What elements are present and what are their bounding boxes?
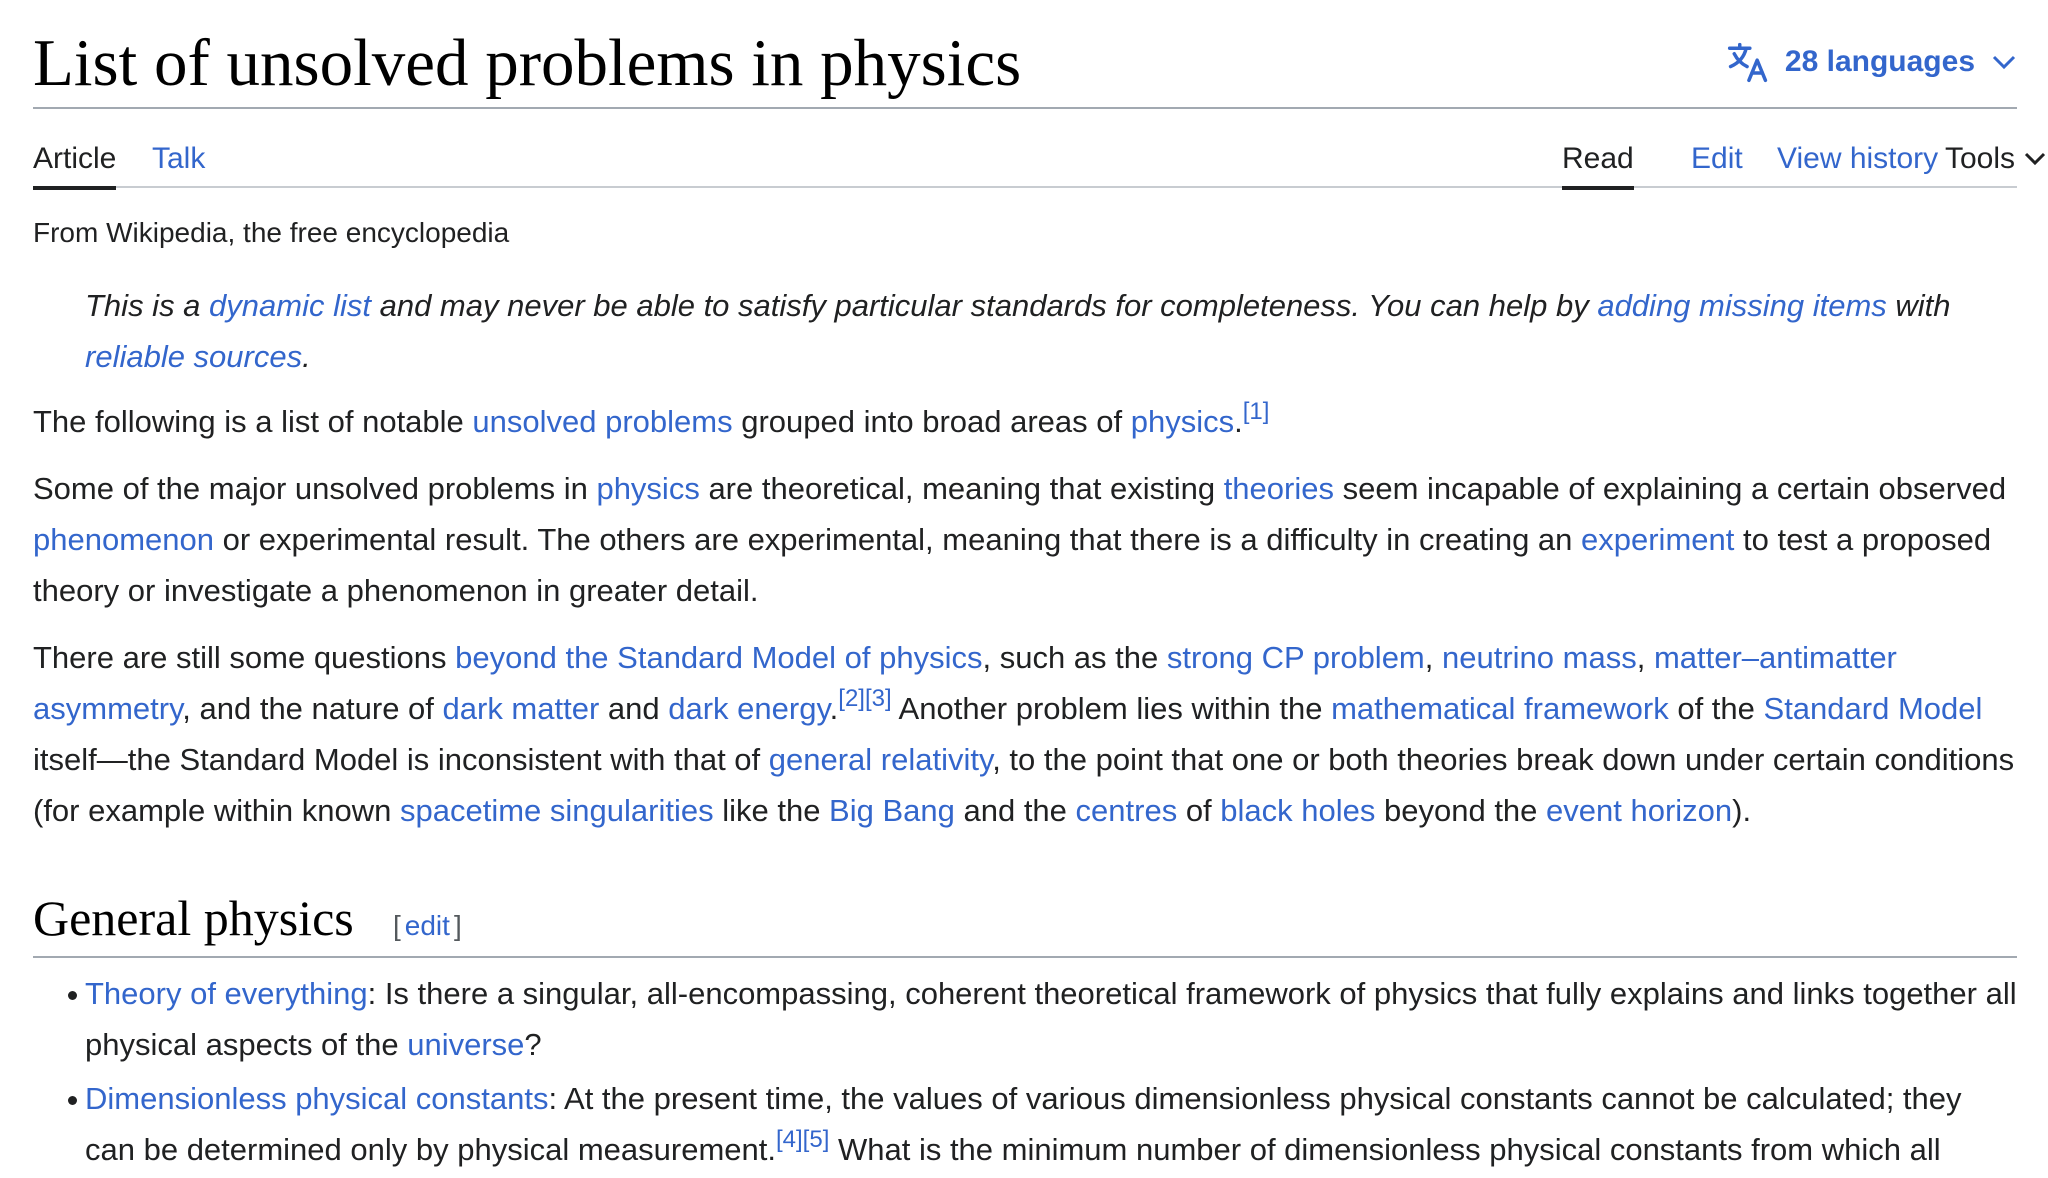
chevron-down-icon: [2023, 151, 2047, 167]
paragraph-text: like the: [713, 793, 830, 828]
paragraph-text: beyond the: [1375, 793, 1547, 828]
citation-1[interactable]: [1]: [1242, 397, 1270, 425]
tab-article[interactable]: Article: [33, 137, 116, 190]
link-general-relativity[interactable]: general relativity: [768, 742, 993, 777]
link-dark-energy[interactable]: dark energy: [668, 691, 830, 726]
paragraph-text: are theoretical, meaning that existing: [699, 471, 1224, 506]
citation-2[interactable]: [2]: [838, 684, 865, 712]
bracket-open: [: [393, 910, 401, 941]
paragraph-text: ,: [1424, 640, 1442, 675]
list-item-text: ?: [524, 1027, 542, 1062]
paragraph-text: Some of the major unsolved problems in: [33, 471, 597, 506]
citation-3[interactable]: [3]: [864, 684, 892, 712]
languages-button[interactable]: [1725, 40, 2017, 84]
list-item-text: What is the minimum number of dimensionless physical constants from which all: [829, 1132, 1941, 1167]
link-big-bang[interactable]: Big Bang: [829, 793, 955, 828]
list-item-text: : At the present time, the values of various dimensionless physical constants cannot be calculated; they can be determined only by physical measurement.: [85, 1081, 1962, 1167]
paragraph-text: ,: [1636, 640, 1654, 675]
section-heading-general-physics: [33, 886, 2017, 958]
link-adding-missing-items[interactable]: adding missing items: [1597, 288, 1887, 323]
translate-icon: [1725, 40, 1771, 84]
paragraph-text: and: [599, 691, 669, 726]
paragraph-text: itself—the Standard Model is inconsistent with that of: [33, 742, 769, 777]
paragraph-text: and the: [954, 793, 1076, 828]
edit-section-link[interactable]: edit: [404, 910, 450, 941]
link-neutrino-mass[interactable]: neutrino mass: [1442, 640, 1637, 675]
link-black-holes[interactable]: black holes: [1220, 793, 1376, 828]
paragraph-text: ).: [1732, 793, 1752, 828]
paragraph-text: There are still some questions: [33, 640, 456, 675]
paragraph-text: , to the point that one or both theories break down under certain conditions (for example within known: [33, 742, 2015, 828]
citation-5[interactable]: [5]: [802, 1125, 830, 1153]
paragraph-text: , such as the: [982, 640, 1167, 675]
link-spacetime-singularities[interactable]: spacetime singularities: [400, 793, 714, 828]
tagline: From Wikipedia, the free encyclopedia: [33, 217, 510, 248]
paragraph-text: The following is a list of notable: [33, 404, 473, 439]
list-item: [85, 1073, 2017, 1175]
link-dynamic-list[interactable]: dynamic list: [209, 288, 371, 323]
paragraph-text: to test a proposed theory or investigate a phenomenon in greater detail.: [33, 522, 1992, 608]
link-dimensionless-physical-constants[interactable]: Dimensionless physical constants: [85, 1081, 549, 1116]
link-theories[interactable]: theories: [1223, 471, 1334, 506]
tab-talk[interactable]: Talk: [152, 142, 206, 175]
link-physics[interactable]: physics: [1130, 404, 1235, 439]
paragraph-text: of the: [1668, 691, 1764, 726]
edit-section: [393, 906, 462, 946]
page: [33, 0, 2017, 1178]
tab-read[interactable]: Read: [1562, 137, 1634, 190]
link-phenomenon[interactable]: phenomenon: [33, 522, 214, 557]
link-beyond-standard-model[interactable]: beyond the Standard Model of physics: [455, 640, 983, 675]
tab-edit[interactable]: Edit: [1691, 142, 1743, 175]
intro-paragraph-3: [33, 632, 2017, 836]
paragraph-text: seem incapable of explaining a certain observed: [1333, 471, 2007, 506]
paragraph-text: .: [1234, 404, 1243, 439]
bracket-close: ]: [453, 910, 462, 941]
citation-4[interactable]: [4]: [775, 1125, 803, 1153]
list-item: [85, 968, 2017, 1070]
link-unsolved-problems[interactable]: unsolved problems: [472, 404, 733, 439]
tab-view-history[interactable]: View history: [1777, 142, 1939, 175]
link-universe[interactable]: universe: [407, 1027, 525, 1062]
intro-paragraph-2: [33, 463, 2017, 616]
link-standard-model[interactable]: Standard Model: [1763, 691, 1983, 726]
hatnote-text: with: [1886, 288, 1951, 323]
title-bar: [33, 0, 2017, 109]
tools-label: Tools: [1945, 142, 2016, 175]
link-strong-cp-problem[interactable]: strong CP problem: [1166, 640, 1425, 675]
link-physics[interactable]: physics: [596, 471, 700, 506]
paragraph-text: , and the nature of: [182, 691, 443, 726]
paragraph-text: or experimental result. The others are experimental, meaning that there is a difficulty in creating an: [214, 522, 1582, 557]
tools-menu[interactable]: [1945, 137, 2047, 186]
link-theory-of-everything[interactable]: Theory of everything: [85, 976, 368, 1011]
link-event-horizon[interactable]: event horizon: [1546, 793, 1733, 828]
list-item-text: : Is there a singular, all-encompassing, coherent theoretical framework of physics that fully explains and links together all physical aspects of the: [85, 976, 2017, 1062]
hatnote-text: .: [302, 339, 311, 374]
chevron-down-icon: [1991, 53, 2017, 71]
link-mathematical-framework[interactable]: mathematical framework: [1331, 691, 1669, 726]
link-reliable-sources[interactable]: reliable sources: [85, 339, 303, 374]
section-title: General physics: [33, 890, 354, 946]
link-centres[interactable]: centres: [1075, 793, 1178, 828]
problems-list: [33, 968, 2017, 1175]
page-tabs: [33, 109, 2017, 188]
paragraph-text: Another problem lies within the: [891, 691, 1332, 726]
hatnote-text: This is a: [85, 288, 210, 323]
dynamic-list-hatnote: [85, 280, 2017, 382]
link-matter-antimatter-asymmetry[interactable]: matter–antimatter asymmetry: [33, 640, 1897, 726]
link-experiment[interactable]: experiment: [1581, 522, 1735, 557]
page-title: List of unsolved problems in physics: [33, 26, 1022, 100]
paragraph-text: of: [1177, 793, 1221, 828]
hatnote-text: and may never be able to satisfy particular standards for completeness. You can help by: [370, 288, 1598, 323]
paragraph-text: .: [829, 691, 839, 726]
languages-label: 28 languages: [1784, 45, 1975, 78]
intro-paragraph-1: [33, 396, 2017, 447]
link-dark-matter[interactable]: dark matter: [442, 691, 600, 726]
paragraph-text: grouped into broad areas of: [732, 404, 1131, 439]
